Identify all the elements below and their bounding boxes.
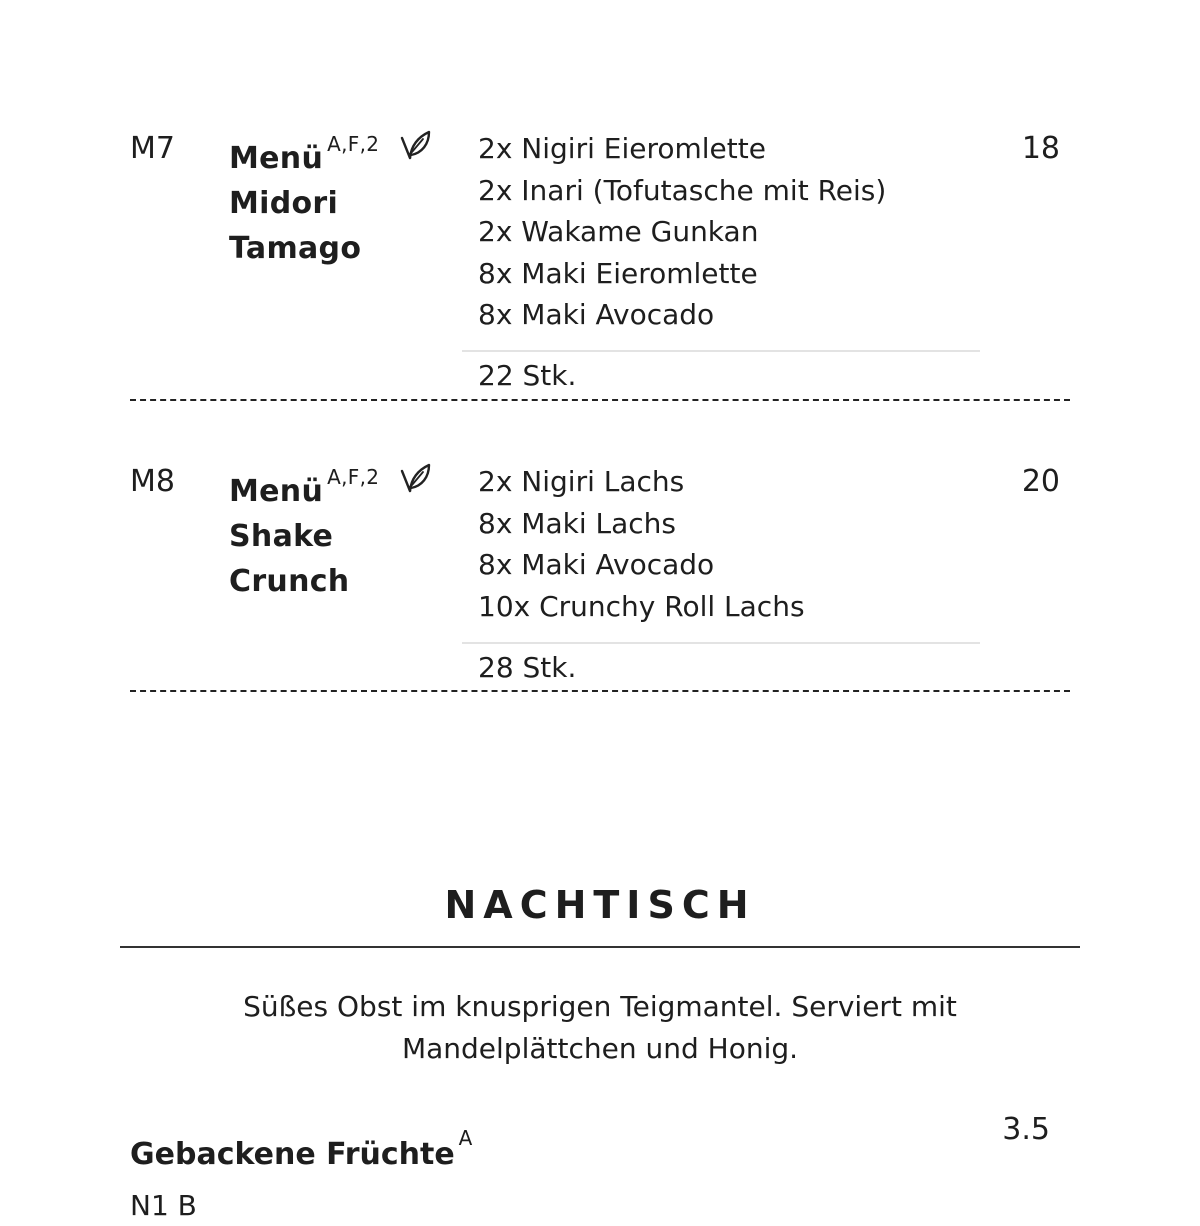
- item-price: 18: [1021, 131, 1060, 166]
- item-name-line: Midori: [229, 186, 339, 221]
- item-code: M8: [130, 464, 175, 499]
- dessert-price: 3.5: [1002, 1112, 1050, 1147]
- item-name-line: Menü: [229, 141, 324, 176]
- item-price: 20: [1021, 464, 1060, 499]
- divider: [462, 350, 980, 352]
- item-name-line: Crunch: [229, 564, 350, 599]
- leaf-icon: [398, 461, 432, 495]
- dashed-divider: [130, 690, 1070, 692]
- components-list: [478, 461, 805, 627]
- piece-count: 22 Stk.: [478, 359, 577, 392]
- component: 2x Inari (Tofutasche mit Reis): [478, 173, 887, 207]
- dessert-name-text: Gebackene Früchte: [130, 1137, 455, 1172]
- components-list: [478, 128, 886, 336]
- item-code: M7: [130, 131, 175, 166]
- allergen-marker: A: [458, 1126, 473, 1150]
- allergen-marker: A,F,2: [327, 132, 380, 156]
- section-divider: [120, 946, 1080, 948]
- item-name-line: Menü: [229, 474, 324, 509]
- leaf-icon: [398, 128, 432, 162]
- item-name-line: Tamago: [229, 231, 362, 266]
- component: 2x Nigiri Lachs: [478, 465, 685, 498]
- piece-count: 28 Stk.: [478, 651, 577, 684]
- component: 8x Maki Lachs: [478, 506, 676, 540]
- component: 8x Maki Avocado: [478, 548, 715, 581]
- allergen-marker: A,F,2: [327, 465, 380, 489]
- component: 10x Crunchy Roll Lachs: [478, 589, 805, 623]
- dashed-divider: [130, 399, 1070, 401]
- component: 2x Wakame Gunkan: [478, 215, 759, 248]
- section-description: Süßes Obst im knusprigen Teigmantel. Serviert mit Mandelplättchen und Honig.: [243, 990, 957, 1065]
- dessert-item-name: [130, 1125, 472, 1176]
- item-name-line: Shake: [229, 519, 334, 554]
- component: 2x Nigiri Eieromlette: [478, 132, 766, 165]
- section-title: NACHTISCH: [444, 883, 756, 927]
- cut-off-row: N1 B: [130, 1189, 197, 1222]
- item-name: [229, 461, 404, 604]
- item-name: [229, 128, 404, 271]
- divider: [462, 642, 980, 644]
- component: 8x Maki Avocado: [478, 298, 715, 331]
- component: 8x Maki Eieromlette: [478, 256, 758, 290]
